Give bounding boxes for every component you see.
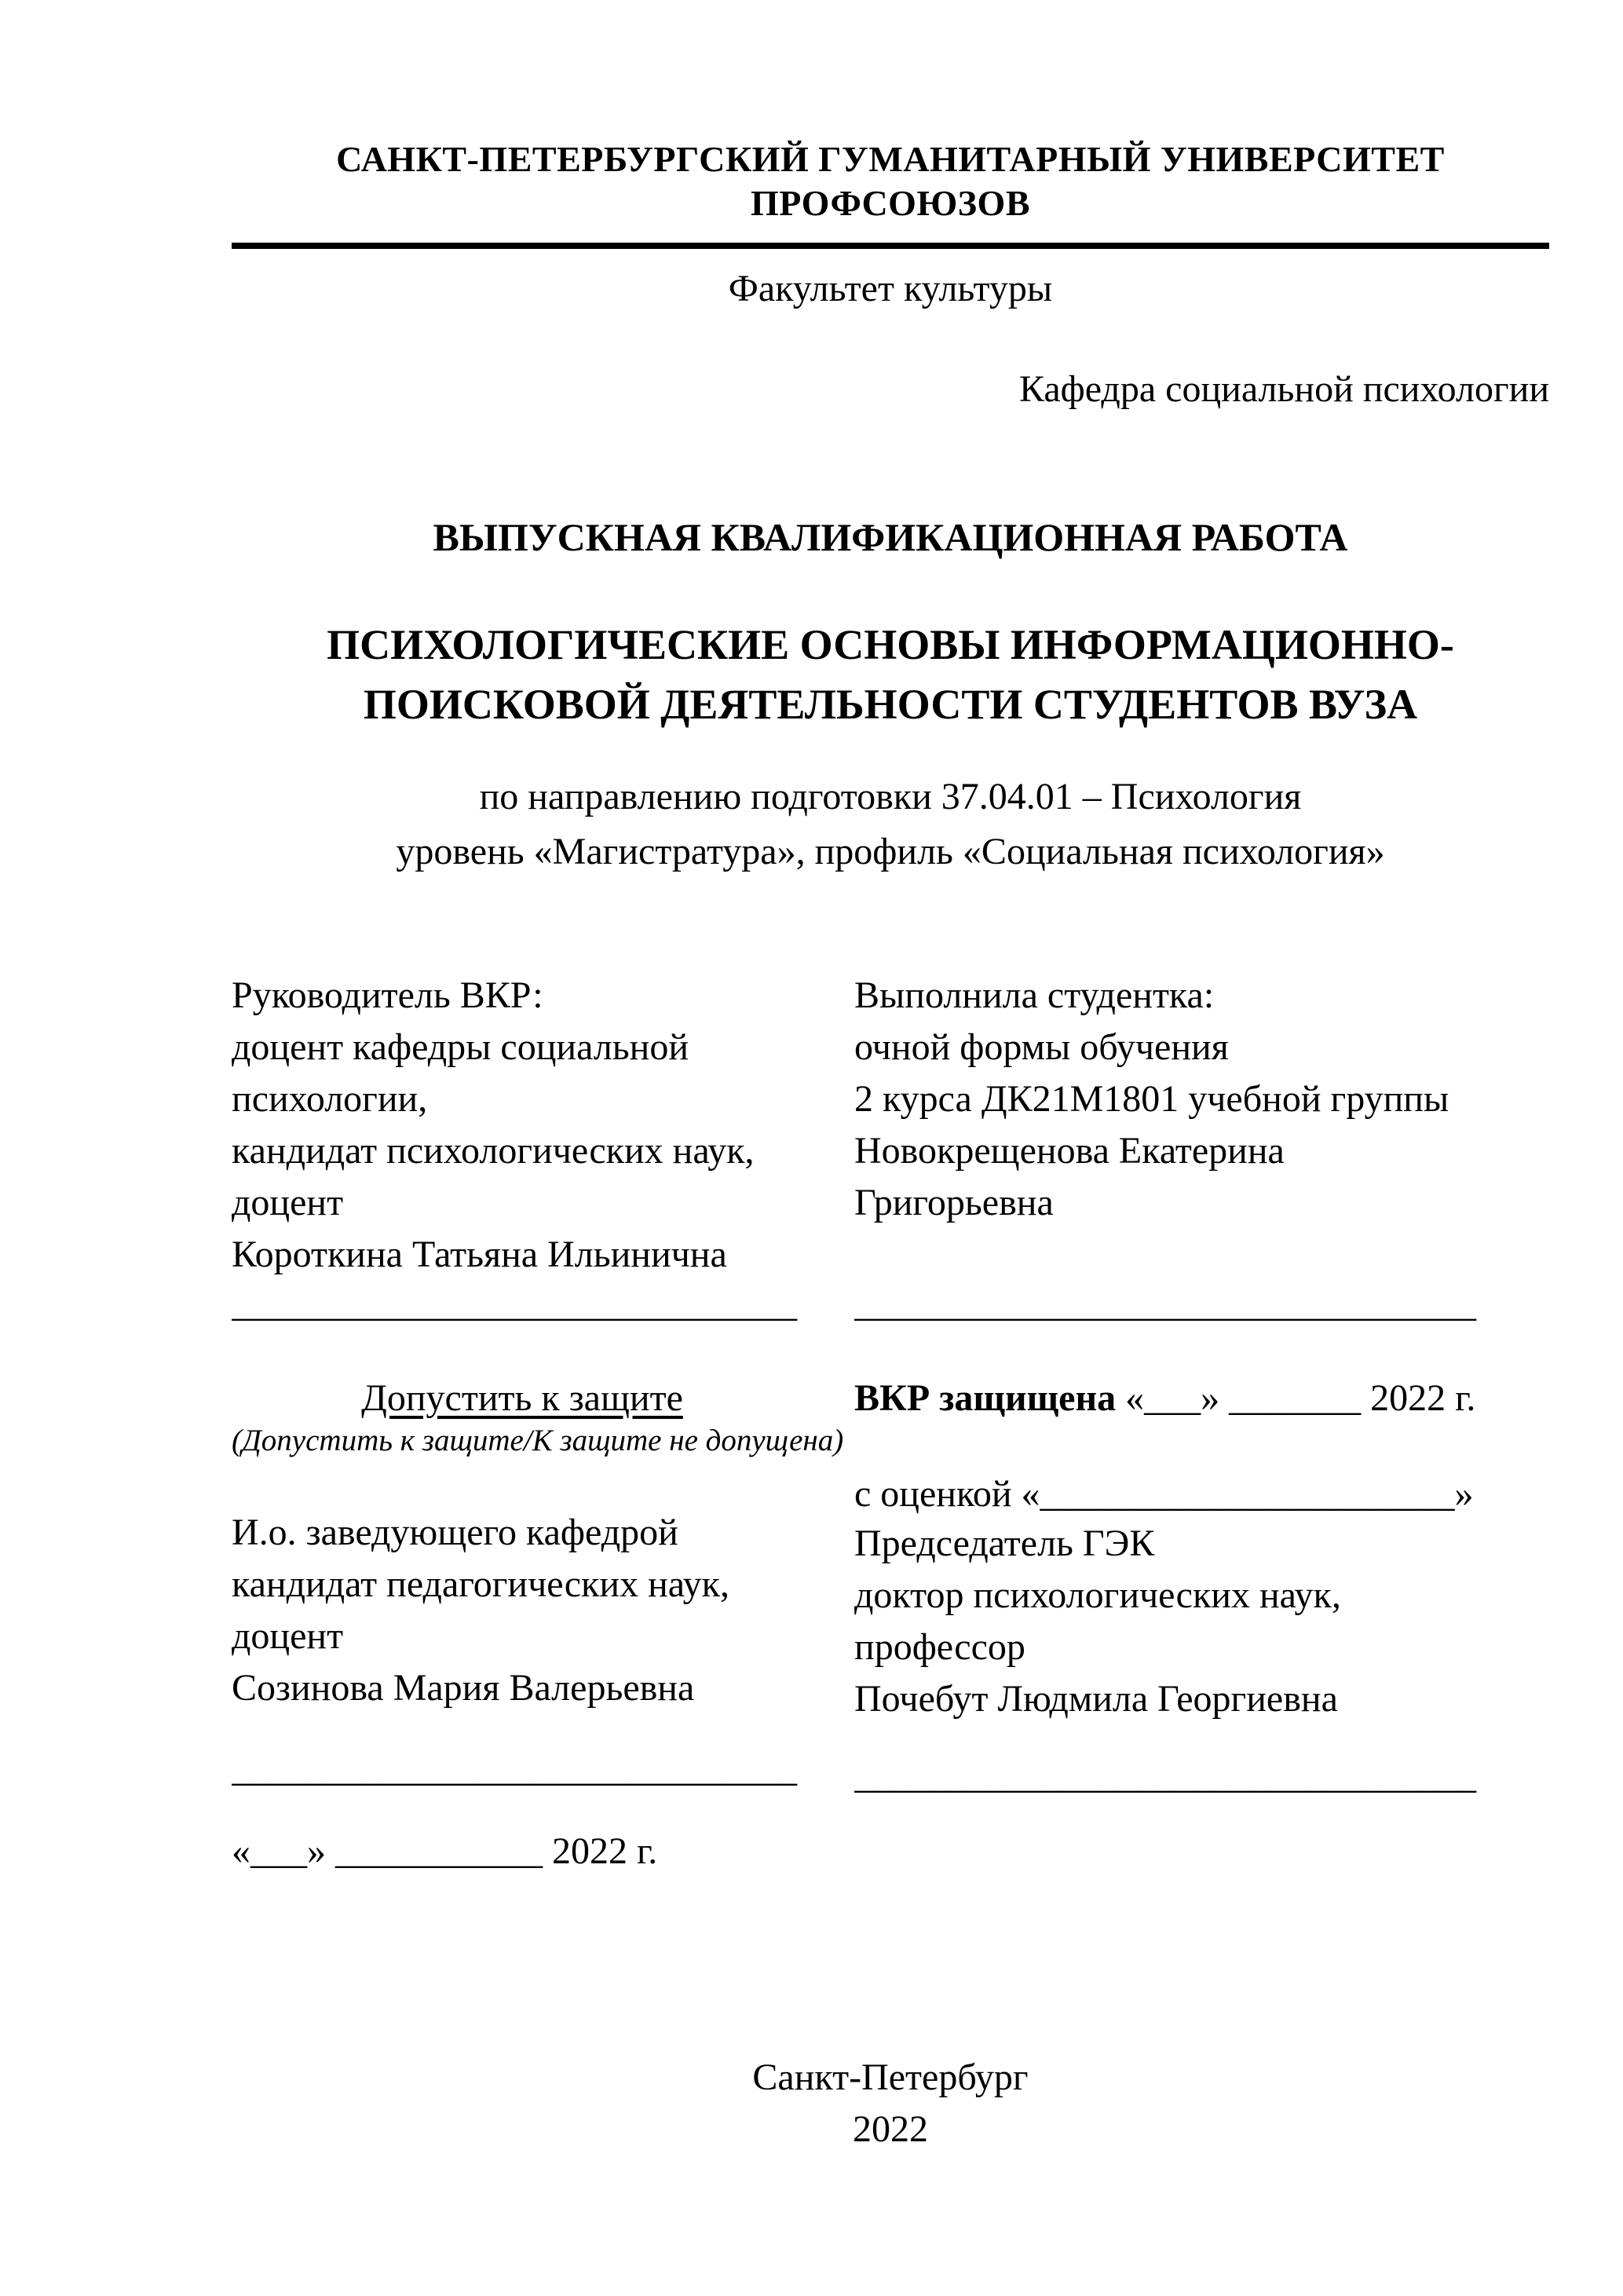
admission-block (232, 1375, 844, 1875)
department-line: Кафедра социальной психологии (1018, 368, 1549, 410)
thesis-title (232, 615, 1549, 734)
student-block (854, 970, 1549, 1328)
student-line: 2 курса ДК21М1801 учебной группы (854, 1078, 1449, 1120)
admission-line: кандидат педагогических наук, (232, 1563, 729, 1605)
defense-chair-name: Почебут Людмила Георгиевна (854, 1678, 1338, 1720)
program-direction: по направлению подготовки 37.04.01 – Психология (479, 776, 1302, 817)
supervisor-line: доцент кафедры социальной (232, 1026, 689, 1068)
student-name: Новокрещенова Екатерина (854, 1130, 1285, 1172)
footer-year: 2022 (853, 2108, 928, 2150)
student-label: Выполнила студентка: (854, 974, 1215, 1016)
thesis-title-line-1: ПСИХОЛОГИЧЕСКИЕ ОСНОВЫ ИНФОРМАЦИОННО- (327, 621, 1454, 668)
supervisor-line: кандидат психологических наук, (232, 1130, 755, 1172)
supervisor-name: Короткина Татьяна Ильинична (232, 1234, 727, 1275)
footer (232, 2052, 1549, 2155)
footer-city: Санкт-Петербург (752, 2057, 1029, 2098)
admission-signature-line: ______________________________ (232, 1748, 797, 1790)
supervisor-signature-line: ______________________________ (232, 1283, 797, 1325)
approval-row (232, 1375, 1549, 1875)
supervisor-label: Руководитель ВКР: (232, 974, 543, 1016)
people-row (232, 970, 1549, 1328)
program-info (232, 770, 1549, 879)
defense-grade-line: с оценкой «______________________» (854, 1473, 1474, 1515)
student-signature-line: _________________________________ (854, 1283, 1476, 1325)
header-rule (232, 243, 1549, 249)
defense-date-blank: «___» _______ 2022 г. (1116, 1377, 1476, 1419)
student-line: очной формы обучения (854, 1026, 1229, 1068)
supervisor-line: психологии, (232, 1078, 428, 1120)
work-type-heading: ВЫПУСКНАЯ КВАЛИФИКАЦИОННАЯ РАБОТА (433, 515, 1348, 559)
supervisor-line: доцент (232, 1182, 344, 1223)
defense-line: доктор психологических наук, (854, 1574, 1341, 1616)
admission-date-line: «___» ___________ 2022 г. (232, 1830, 658, 1872)
university-name: САНКТ-ПЕТЕРБУРГСКИЙ ГУМАНИТАРНЫЙ УНИВЕРСИТЕТ ПРОФСОЮЗОВ (336, 139, 1445, 223)
defense-signature-line: _________________________________ (854, 1755, 1476, 1797)
admission-line: доцент (232, 1615, 344, 1657)
defense-block (854, 1375, 1549, 1875)
defense-status-label: ВКР защищена (854, 1377, 1117, 1419)
defense-line: профессор (854, 1626, 1025, 1668)
thesis-title-line-2: ПОИСКОВОЙ ДЕЯТЕЛЬНОСТИ СТУДЕНТОВ ВУЗА (363, 681, 1418, 728)
defense-status-line (854, 1375, 1549, 1422)
admission-lines (232, 1507, 813, 1714)
supervisor-block (232, 970, 813, 1328)
faculty-line: Факультет культуры (728, 268, 1053, 309)
admission-name: Созинова Мария Валерьевна (232, 1667, 695, 1709)
defense-line: Председатель ГЭК (854, 1523, 1155, 1564)
admission-line: И.о. заведующего кафедрой (232, 1512, 678, 1553)
program-level: уровень «Магистратура», профиль «Социальная психология» (396, 831, 1385, 872)
student-name: Григорьевна (854, 1182, 1054, 1223)
admission-note: (Допустить к защите/К защите не допущена) (232, 1424, 844, 1457)
admission-heading: Допустить к защите (361, 1377, 683, 1419)
